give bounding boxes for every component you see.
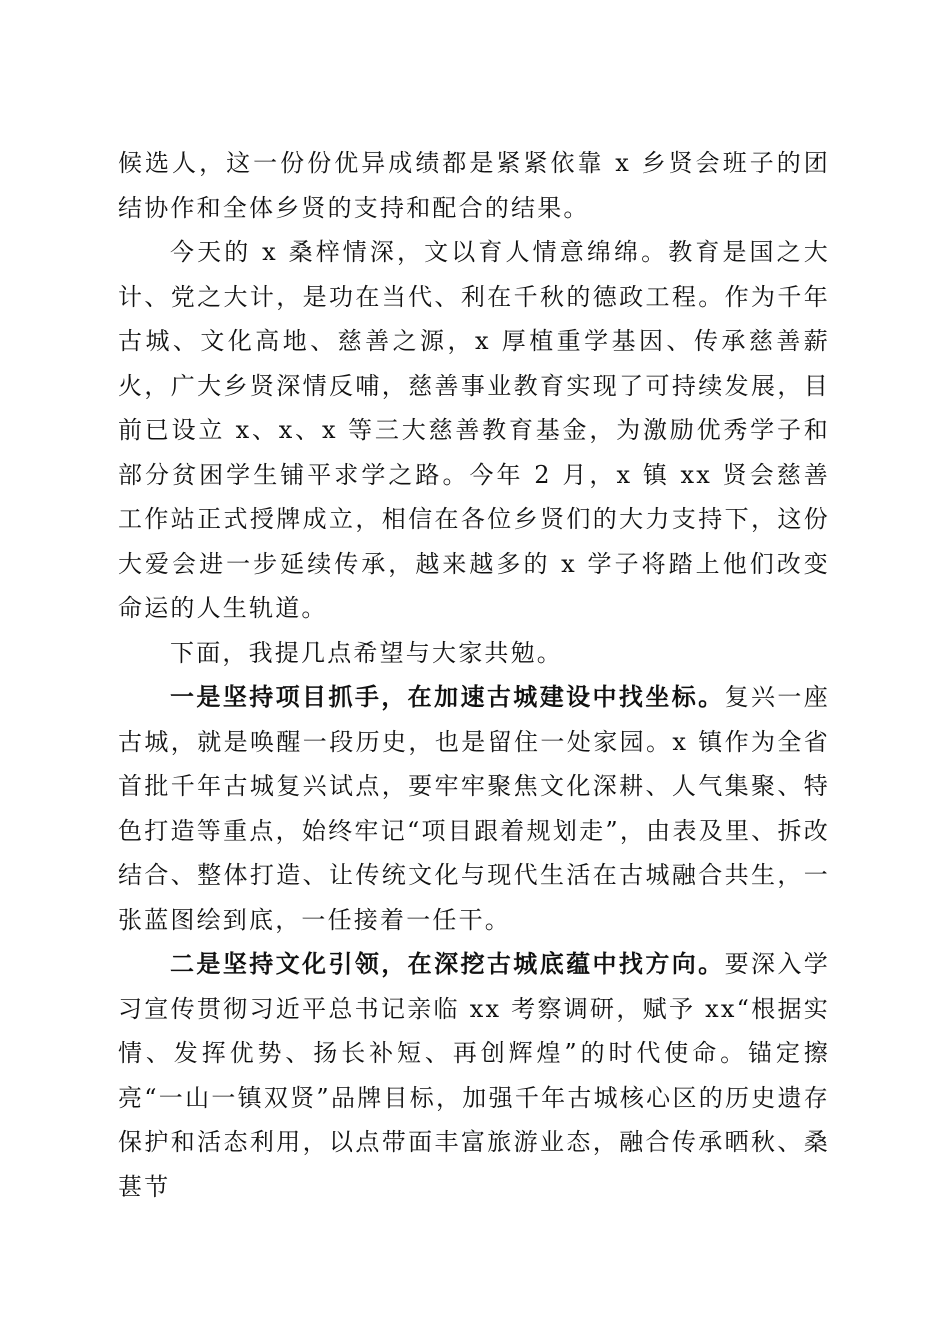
paragraph-continuation xyxy=(118,141,830,230)
paragraph-hopes-intro xyxy=(118,631,830,676)
paragraph-lead-heading: 二是坚持文化引领，在深挖古城底蕴中找方向。 xyxy=(170,949,725,978)
paragraph-lead-heading: 一是坚持项目抓手，在加速古城建设中找坐标。 xyxy=(170,682,725,711)
paragraph-education xyxy=(118,230,830,631)
document-body xyxy=(118,141,830,1209)
paragraph-point-two xyxy=(118,942,830,1209)
paragraph-text: 今天的 x 桑梓情深，文以育人情意绵绵。教育是国之大计、党之大计，是功在当代、利在千秋的德政工程。作为千年古城、文化高地、慈善之源，x 厚植重学基因、传承慈善薪火，广大乡贤深情反哺，慈善事业教育实现了可持续发展，目前已设立 x、x、x 等三大慈善教育基金，为激励优秀学子和部分贫困学生铺平求学之路。今年 2 月，x 镇 xx 贤会慈善工作站正式授牌成立，相信在各位乡贤们的大力支持下，这份大爱会进一步延续传承，越来越多的 x 学子将踏上他们改变命运的人生轨道。 xyxy=(118,238,830,622)
paragraph-text: 下面，我提几点希望与大家共勉。 xyxy=(170,638,563,667)
paragraph-text: 候选人，这一份份优异成绩都是紧紧依靠 x 乡贤会班子的团结协作和全体乡贤的支持和配合的结果。 xyxy=(118,149,830,222)
paragraph-text: 复兴一座古城，就是唤醒一段历史，也是留住一处家园。x 镇作为全省首批千年古城复兴试点，要牢牢聚焦文化深耕、人气集聚、特色打造等重点，始终牢记“项目跟着规划走”，由表及里、拆改结合、整体打造、让传统文化与现代生活在古城融合共生，一张蓝图绘到底，一任接着一任干。 xyxy=(118,683,830,934)
paragraph-point-one xyxy=(118,675,830,942)
paragraph-text: 要深入学习宣传贯彻习近平总书记亲临 xx 考察调研，赋予 xx“根据实情、发挥优势、扬长补短、再创辉煌”的时代使命。锚定擦亮“一山一镇双贤”品牌目标，加强千年古城核心区的历史遗存保护和活态利用，以点带面丰富旅游业态，融合传承晒秋、桑葚节 xyxy=(118,950,830,1201)
